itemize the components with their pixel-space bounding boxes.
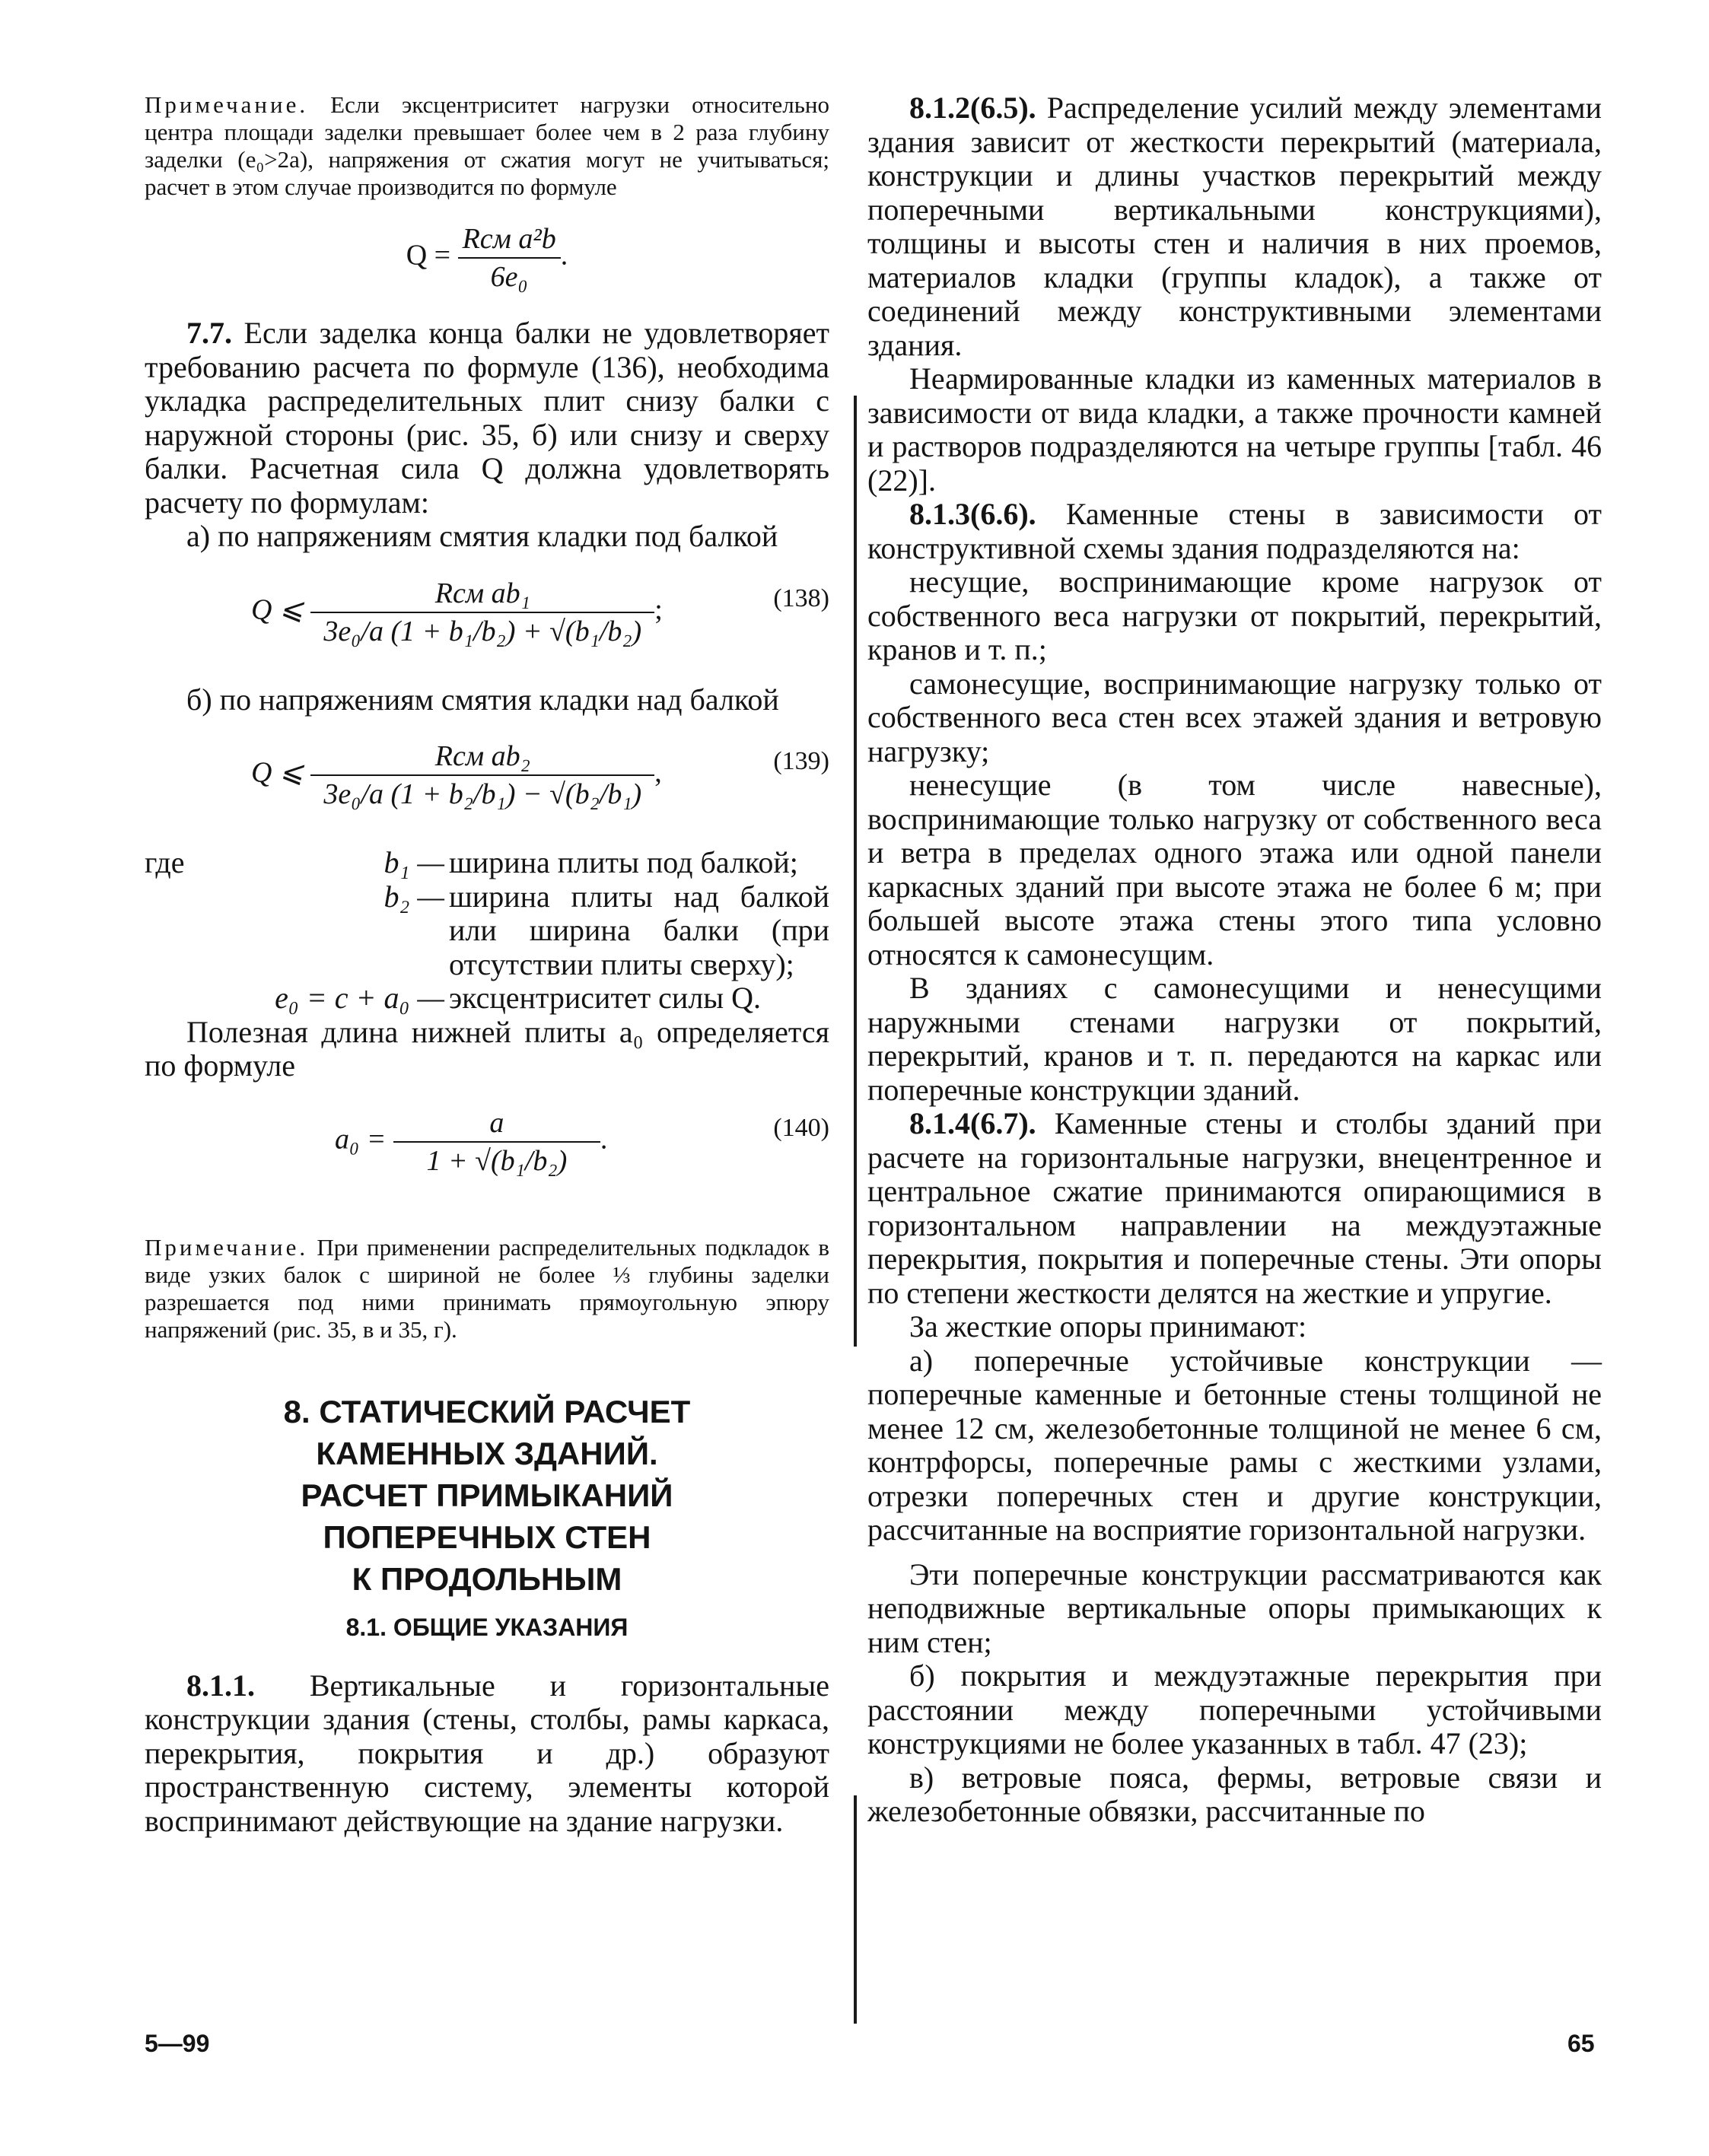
equation-number: (138): [773, 584, 829, 612]
footer-signature-mark: 5—99: [145, 2030, 210, 2057]
heading-line: РАСЧЕТ ПРИМЫКАНИЙ: [301, 1477, 673, 1513]
paragraph-text: Если заделка конца балки не удовлетворяет требованию расчета по формуле (136), необходима укладка распределительных плит снизу балки с наружной стороны (рис. 35, б) или снизу и сверху балки. Расчетная сила Q должна удовлетворять расчету по формулам:: [145, 316, 829, 520]
margin-change-bar: [854, 1795, 857, 2024]
formula-numerator: Rсм ab₂: [310, 739, 654, 776]
item-c-wind: в) ветровые пояса, фермы, ветровые связи и железобетонные обвязки, рассчитанные по: [867, 1760, 1602, 1828]
paragraph-self-bearing: самонесущие, воспринимающие нагрузку только от собственного веса стен всех этажей здания и ветровую нагрузку;: [867, 666, 1602, 768]
where-word: где: [145, 845, 185, 879]
clause-number: 8.1.4(6.7).: [909, 1106, 1036, 1140]
formula-denominator: 3e₀/a (1 + b₂/b₁) − √(b₂/b₁): [323, 778, 642, 810]
definition-b1: [145, 846, 829, 880]
left-column: [145, 91, 829, 1838]
formula-fraction: [458, 222, 561, 294]
paragraph-bearing: несущие, воспринимающие кроме нагрузок от собственного веса нагрузки от покрытий, перекрытий, кранов и т. п.;: [867, 564, 1602, 666]
formula-end: ;: [654, 593, 663, 626]
item-b: б) по напряжениям смятия кладки над балкой: [186, 682, 779, 717]
paragraph-8-1-1: [145, 1669, 829, 1839]
margin-change-bar: [854, 396, 857, 1347]
heading-line: 8. СТАТИЧЕСКИЙ РАСЧЕТ: [283, 1393, 691, 1429]
paragraph-nonreinforced: Неармированные кладки из каменных материалов в зависимости от вида кладки, а также прочности камней и растворов подразделяются на четыре группы [табл. 46 (22)].: [867, 361, 1602, 498]
note-2: [145, 1234, 829, 1344]
equation-number: (139): [773, 747, 829, 775]
definition-text: ширина плиты под балкой;: [449, 845, 798, 879]
equation-number: (140): [773, 1113, 829, 1142]
formula-denominator: 6e₀: [490, 261, 528, 293]
item-a: а) по напряжениям смятия кладки под балкой: [186, 519, 778, 553]
formula-lhs: Q =: [406, 239, 451, 272]
formula-numerator: Rсм a²b: [458, 222, 561, 259]
clause-number: 7.7.: [186, 316, 232, 350]
paragraph-these-structures: Эти поперечные конструкции рассматриваются как неподвижные вертикальные опоры примыкающих к ним стен;: [867, 1557, 1602, 1659]
definition-symbol: b₁ —: [383, 845, 444, 879]
paragraph-buildings: В зданиях с самонесущими и ненесущими наружными стенами нагрузки от покрытий, перекрытий, кранов и т. п. передаются на каркас или поперечные конструкции зданий.: [867, 971, 1602, 1107]
item-a-transverse: а) поперечные устойчивые конструкции — поперечные каменные и бетонные стены толщиной не менее 12 см, железобетонные толщиной не менее 6 см, контрфорсы, поперечные рамы с жесткими узлами, отрезки поперечных стен и другие конструкции, рассчитанные на восприятие горизонтальной нагрузки.: [867, 1343, 1602, 1547]
paragraph-7-7: [145, 316, 829, 520]
definition-e0: [145, 981, 829, 1016]
formula-denominator: 3e₀/a (1 + b₁/b₂) + √(b₁/b₂): [323, 615, 642, 647]
definition-text: ширина плиты над балкой или ширина балки (при отсутствии плиты сверху);: [449, 879, 829, 981]
formula-137: [145, 222, 829, 298]
paragraph-text: Распределение усилий между элементами здания зависит от жесткости перекрытий (материала, конструкции и длины участков перекрытий между поперечными вертикальными конструкциями), толщины и высоты стен и наличия в них проемов, материалов кладки (группы кладок), а также от соединений между конструктивными элементами здания.: [867, 91, 1602, 362]
note-label: Примечание.: [145, 91, 309, 118]
item-b-floors: б) покрытия и междуэтажные перекрытия при расстоянии между поперечными устойчивыми конструкциями не более указанных в табл. 47 (23);: [867, 1658, 1602, 1760]
clause-number: 8.1.1.: [186, 1668, 255, 1703]
paragraph-8-1-3: [867, 498, 1602, 565]
formula-138: [145, 569, 829, 683]
definition-symbol: b₂ —: [383, 879, 444, 914]
definition-symbol: e₀ = c + a₀ —: [275, 981, 444, 1015]
formula-end: .: [600, 1123, 608, 1156]
paragraph-text: Каменные стены в зависимости от конструктивной схемы здания подразделяются на:: [867, 497, 1602, 565]
paragraph-8-1-4: [867, 1107, 1602, 1310]
definition-b2: [145, 880, 829, 982]
note-1: [145, 91, 829, 201]
symbol-definitions: [145, 846, 829, 1016]
note-text: При применении распределительных подкладок в виде узких балок с шириной не более ⅓ глубины заделки разрешается под ними принимать прямоугольную эпюру напряжений (рис. 35, в и 35, г).: [145, 1233, 829, 1343]
formula-numerator: a: [393, 1106, 600, 1143]
note-text: Если эксцентриситет нагрузки относительно центра площади заделки превышает более чем в 2 раза глубину заделки (e₀>2a), напряжения от сжатия могут не учитываться; расчет в этом случае производится по формуле: [145, 91, 829, 200]
formula-fraction: [310, 739, 654, 811]
formula-denominator: 1 + √(b₁/b₂): [426, 1144, 568, 1177]
formula-fraction: [310, 577, 654, 648]
heading-line: КАМЕННЫХ ЗДАНИЙ.: [316, 1435, 658, 1471]
paragraph-8-1-2: [867, 91, 1602, 362]
formula-end: ,: [654, 756, 662, 789]
paragraph-useful-length: Полезная длина нижней плиты a₀ определяется по формуле: [145, 1014, 829, 1083]
paragraph-text: Каменные стены и столбы зданий при расчете на горизонтальные нагрузки, внецентренное и центральное сжатие принимаются опирающимися в горизонтальном направлении на междуэтажные перекрытия, покрытия и поперечные стены. Эти опоры по степени жесткости делятся на жесткие и упругие.: [867, 1106, 1602, 1310]
formula-numerator: Rсм ab₁: [310, 577, 654, 613]
formula-lhs: a₀ =: [335, 1123, 387, 1156]
page-number: 65: [1567, 2030, 1595, 2057]
definition-text: эксцентриситет силы Q.: [449, 981, 762, 1015]
formula-fraction: [393, 1106, 600, 1178]
section-heading: [145, 1391, 829, 1600]
formula-139: [145, 732, 829, 846]
clause-number: 8.1.3(6.6).: [909, 497, 1036, 531]
subsection-heading: 8.1. ОБЩИЕ УКАЗАНИЯ: [345, 1613, 629, 1641]
formula-lhs: Q ⩽: [251, 756, 304, 789]
clause-number: 8.1.2(6.5).: [909, 91, 1036, 125]
formula-lhs: Q ⩽: [251, 593, 304, 626]
paragraph-text: Вертикальные и горизонтальные конструкции здания (стены, столбы, рамы каркаса, перекрытия, покрытия и др.) образуют пространственную систему, элементы которой воспринимают действующие на здание нагрузки.: [145, 1668, 829, 1838]
formula-end: .: [560, 239, 568, 272]
paragraph-rigid-supports: За жесткие опоры принимают:: [909, 1309, 1307, 1344]
right-column: [867, 91, 1602, 1829]
heading-line: ПОПЕРЕЧНЫХ СТЕН: [323, 1518, 651, 1555]
note-label: Примечание.: [145, 1233, 309, 1261]
formula-140: [145, 1099, 829, 1213]
heading-line: К ПРОДОЛЬНЫМ: [352, 1560, 622, 1597]
paragraph-non-bearing: ненесущие (в том числе навесные), воспринимающие только нагрузку от собственного веса и ветра в пределах одного этажа или одной панели каркасных зданий при высоте этажа не более 6 м; при большей высоте этажа стены этого типа условно относятся к самонесущим.: [867, 768, 1602, 971]
